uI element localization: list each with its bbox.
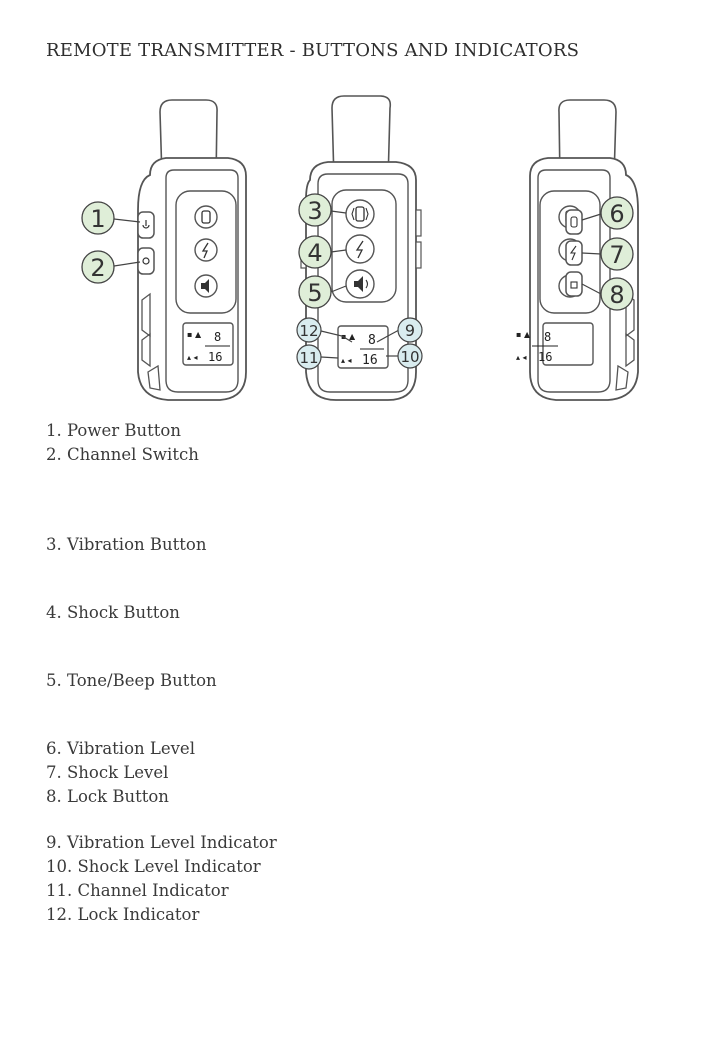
label-vibration-level: 6. Vibration Level xyxy=(46,739,195,758)
left-screen-top: 8 xyxy=(214,330,222,344)
label-channel-switch: 2. Channel Switch xyxy=(46,445,199,464)
svg-text:11: 11 xyxy=(299,349,319,367)
callout-10 xyxy=(398,344,422,368)
callout-7 xyxy=(601,238,633,270)
front-screen-bottom: 16 xyxy=(362,353,378,368)
callout-5 xyxy=(299,276,331,308)
svg-text:▪ ▲: ▪ ▲ xyxy=(341,332,356,341)
front-screen-top: 8 xyxy=(368,333,376,348)
label-shock-level-indicator: 10. Shock Level Indicator xyxy=(46,857,261,876)
callout-3 xyxy=(299,194,331,226)
svg-text:9: 9 xyxy=(404,321,416,340)
right-screen-bottom: 16 xyxy=(538,350,553,364)
callout-2 xyxy=(82,251,114,283)
page-title: REMOTE TRANSMITTER - BUTTONS AND INDICATORS xyxy=(46,40,580,61)
svg-text:8: 8 xyxy=(609,281,625,309)
remote-left-view xyxy=(138,100,246,400)
label-lock-button: 8. Lock Button xyxy=(46,787,169,806)
svg-text:▪ ▲: ▪ ▲ xyxy=(187,330,202,339)
svg-text:▴ ◂: ▴ ◂ xyxy=(187,353,198,362)
callout-6 xyxy=(601,197,633,229)
transmitter-diagram xyxy=(0,80,720,410)
label-vibration-level-indicator: 9. Vibration Level Indicator xyxy=(46,833,277,852)
svg-text:1: 1 xyxy=(90,205,106,233)
callout-12 xyxy=(297,318,321,342)
label-shock-level: 7. Shock Level xyxy=(46,763,169,782)
label-channel-indicator: 11. Channel Indicator xyxy=(46,881,229,900)
callout-11 xyxy=(297,345,321,369)
svg-text:10: 10 xyxy=(400,348,420,366)
svg-text:6: 6 xyxy=(609,200,625,228)
label-tone-button: 5. Tone/Beep Button xyxy=(46,671,217,690)
callout-8 xyxy=(601,278,633,310)
svg-text:▴ ◂: ▴ ◂ xyxy=(341,356,352,365)
svg-text:3: 3 xyxy=(307,197,323,225)
left-screen-bottom: 16 xyxy=(208,350,223,364)
svg-text:▪ ▲: ▪ ▲ xyxy=(516,330,531,339)
svg-text:2: 2 xyxy=(90,254,106,282)
svg-text:5: 5 xyxy=(307,279,323,307)
svg-text:7: 7 xyxy=(609,241,625,269)
label-vibration-button: 3. Vibration Button xyxy=(46,535,207,554)
svg-text:▴ ◂: ▴ ◂ xyxy=(516,353,527,362)
label-power-button: 1. Power Button xyxy=(46,421,181,440)
label-shock-button: 4. Shock Button xyxy=(46,603,180,622)
callout-4 xyxy=(299,236,331,268)
callout-1 xyxy=(82,202,114,234)
label-lock-indicator: 12. Lock Indicator xyxy=(46,905,200,924)
svg-text:12: 12 xyxy=(299,322,319,340)
right-screen-top: 8 xyxy=(544,330,552,344)
callout-9 xyxy=(398,318,422,342)
svg-text:4: 4 xyxy=(307,239,323,267)
